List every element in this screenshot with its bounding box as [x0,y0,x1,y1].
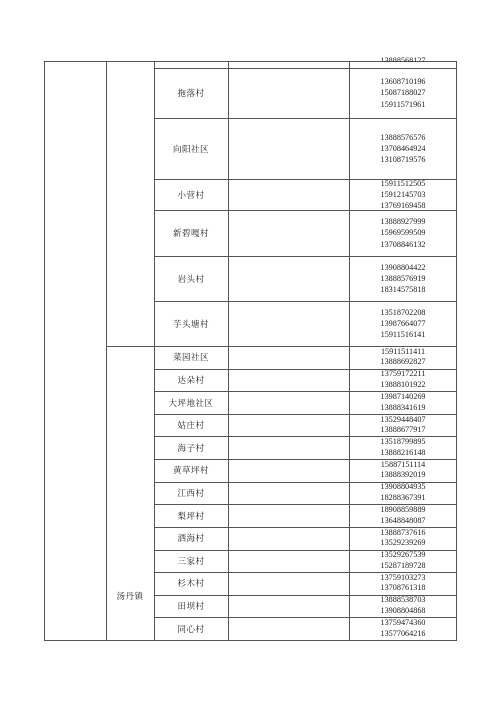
phone-numbers [349,391,457,414]
phone-number: 15287189728 [380,560,426,570]
phone-number: 13759172211 [380,369,426,379]
phone-number: 13529448407 [380,414,426,424]
phone-number: 13708846132 [380,239,426,249]
phone-numbers [349,595,457,618]
phone-number: 13759103273 [380,572,426,582]
phone-number: 15911511411 [380,346,426,356]
phone-number: 15911512505 [380,178,426,188]
phone-number: 15969599509 [380,228,426,238]
phone-numbers [349,527,457,550]
column-divider [106,62,107,640]
phone-number: 18288367391 [380,492,426,502]
village-name: 姑庄村 [177,421,205,432]
phone-number: 13908804422 [380,262,426,272]
phone-number: 13529239269 [380,538,426,548]
village-name: 新碧嘎村 [172,229,209,239]
phone-number: 13908804868 [380,606,426,616]
village-name: 三家村 [177,556,205,567]
phone-number: 15911571961 [380,99,426,109]
cut-off-phone-number: 13888568127 [380,56,426,62]
phone-number: 15087188027 [380,88,426,98]
phone-number: 13888692827 [380,357,426,367]
village-name: 江西村 [177,488,205,499]
phone-number: 13888538703 [380,595,426,605]
village-name: 田坝村 [177,602,205,613]
phone-number: 13888576576 [380,132,426,142]
phone-numbers [349,346,457,369]
phone-number: 15912145703 [380,189,426,199]
phone-number: 13108719576 [380,155,426,165]
phone-numbers [349,256,457,301]
village-name: 梨坪村 [177,511,205,522]
phone-number: 18314575818 [380,285,426,295]
phone-number: 13987664077 [380,318,426,328]
village-name: 菜园社区 [172,353,209,364]
phone-number: 13987140269 [380,391,426,401]
phone-number: 13888737616 [380,527,426,537]
phone-numbers [349,369,457,392]
phone-numbers [349,482,457,505]
phone-number: 13518702208 [380,307,426,317]
village-name: 杉木村 [177,579,205,590]
village-name: 向阳社区 [172,144,209,155]
phone-number: 13708464924 [380,143,426,153]
village-name: 黄草坪村 [172,466,209,477]
phone-number: 18908859889 [380,505,426,514]
phone-numbers [349,572,457,595]
phone-numbers [349,504,457,527]
phone-number: 15887151114 [380,459,426,469]
village-name: 达朵村 [177,375,205,386]
row-divider [154,68,457,69]
village-name: 同心村 [177,624,205,635]
village-name: 拖落村 [177,89,205,99]
phone-number: 13529267539 [380,550,426,560]
phone-number: 13708761318 [380,583,426,593]
phone-number: 13518799895 [380,437,426,447]
row-divider [106,346,154,347]
village-name: 海子村 [177,443,205,454]
phone-numbers [349,179,457,210]
phone-numbers [349,210,457,256]
phone-number: 15911516141 [380,330,426,340]
phone-numbers [349,550,457,573]
phone-numbers [349,118,457,179]
phone-numbers [349,436,457,459]
phone-numbers [349,617,457,640]
phone-numbers [349,414,457,437]
phone-number: 13888576919 [380,273,426,283]
phone-number: 13759474360 [380,618,426,628]
phone-numbers [349,301,457,346]
phone-numbers [349,68,457,118]
village-name: 洒海村 [177,534,205,545]
phone-numbers [349,459,457,482]
phone-number: 13608710196 [380,77,426,87]
phone-number: 13577064216 [380,628,426,638]
village-name: 小营村 [177,190,205,201]
phone-number: 13888216148 [380,447,426,457]
phone-number: 13888341619 [380,402,426,412]
town-label: 汤丹镇 [116,592,144,602]
phone-number: 13648848087 [380,515,426,525]
phone-number: 13888392019 [380,470,426,480]
phone-number: 13888101922 [380,379,426,389]
phone-number: 13888677917 [380,425,426,435]
village-name: 岩头村 [177,274,205,285]
contact-table [44,56,457,641]
phone-number: 13908804935 [380,482,426,492]
phone-number: 13769169458 [380,201,426,211]
village-name: 大坪地社区 [168,398,214,409]
village-name: 芋头塘村 [172,319,209,330]
phone-number: 13888927999 [380,217,426,227]
column-divider [228,62,229,640]
